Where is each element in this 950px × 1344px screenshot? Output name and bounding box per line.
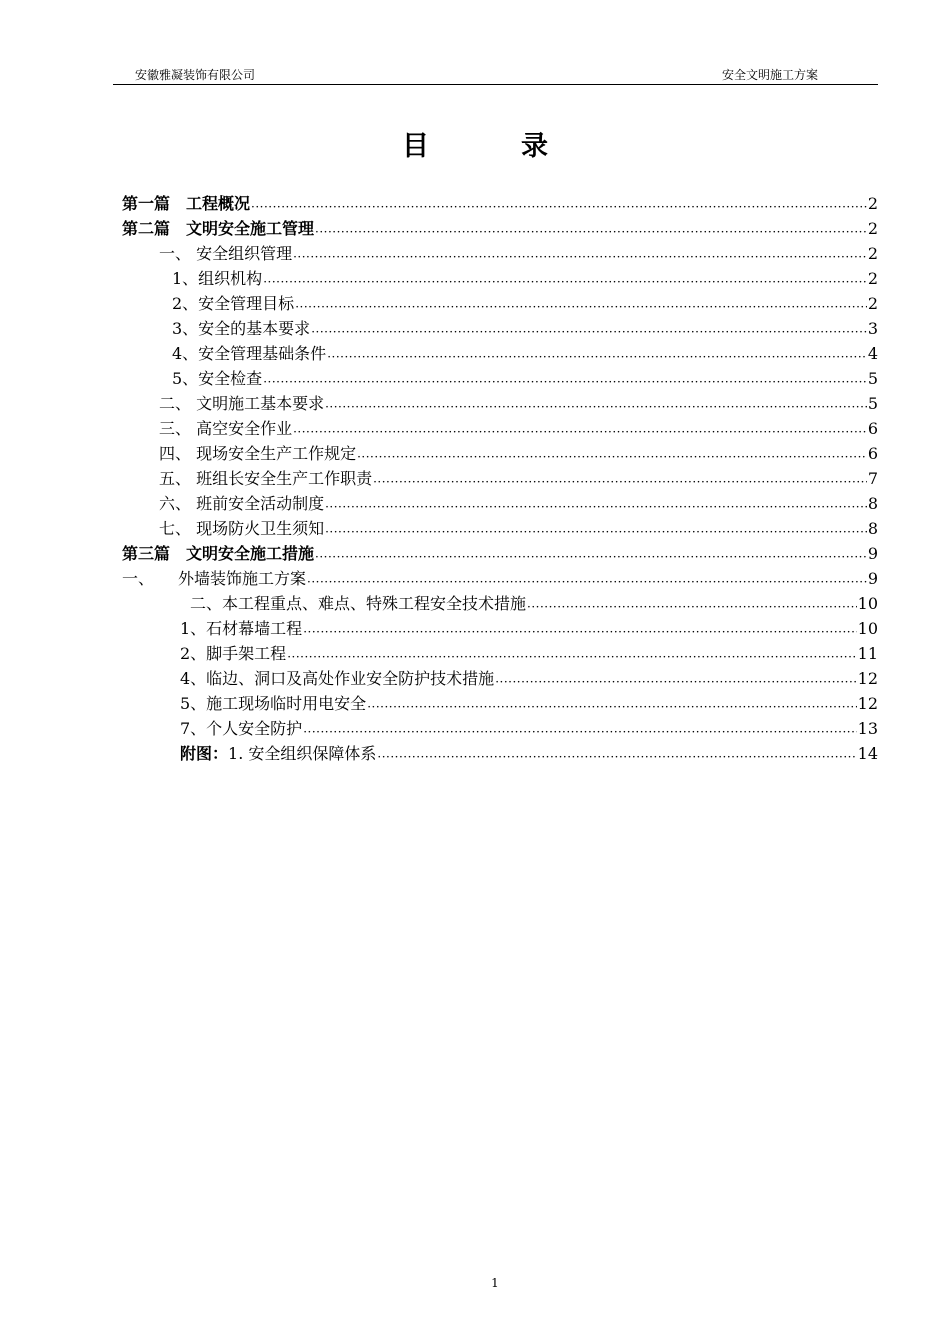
toc-entry[interactable] (190, 589, 878, 614)
toc-entry-page: 11 (857, 644, 878, 663)
toc-entry[interactable] (122, 564, 878, 589)
toc-entry[interactable] (159, 239, 878, 264)
toc-leader-dots (495, 669, 856, 689)
toc-entry-label: 1. 安全组织保障体系 (228, 744, 377, 763)
toc-leader-dots (311, 319, 867, 339)
toc-entry-label: 5、安全检查 (172, 369, 263, 388)
toc-entry-label: 三、 高空安全作业 (159, 419, 293, 438)
toc-entry[interactable] (159, 389, 878, 414)
toc-entry-page: 3 (867, 319, 878, 338)
toc-leader-dots (295, 294, 867, 314)
toc-entry[interactable] (172, 339, 878, 364)
toc-leader-dots (303, 719, 856, 739)
toc-entry-page: 14 (857, 744, 878, 763)
toc-entry[interactable] (159, 489, 878, 514)
toc-entry[interactable] (122, 539, 878, 564)
toc-entry-page: 7 (867, 469, 878, 488)
toc-entry[interactable] (180, 689, 878, 714)
toc-leader-dots (357, 444, 867, 464)
toc-entry[interactable] (180, 739, 878, 764)
toc-leader-dots (293, 419, 867, 439)
toc-leader-dots (325, 519, 867, 539)
toc-title-char-2: 录 (521, 131, 548, 162)
toc-entry[interactable] (180, 639, 878, 664)
toc-entry-page: 5 (867, 394, 878, 413)
toc-leader-dots (367, 694, 856, 714)
toc-entry-page: 2 (867, 294, 878, 313)
toc-leader-dots (303, 619, 856, 639)
header-company: 安徽雅凝装饰有限公司 (135, 68, 256, 82)
toc-entry-page: 2 (867, 194, 878, 213)
toc-entry-page: 13 (857, 719, 878, 738)
toc-entry-page: 9 (867, 569, 878, 588)
toc-entry[interactable] (180, 614, 878, 639)
toc-entry-label: 4、临边、洞口及高处作业安全防护技术措施 (180, 669, 495, 688)
toc-entry-page: 12 (857, 694, 878, 713)
toc-title-char-1: 目 (402, 131, 429, 162)
toc-entry-prefix: 附图： (180, 744, 229, 763)
toc-entry-label: 4、安全管理基础条件 (172, 344, 327, 363)
toc-entry[interactable] (180, 714, 878, 739)
toc-leader-dots (373, 469, 867, 489)
toc-entry[interactable] (122, 214, 878, 239)
toc-entry-label: 7、个人安全防护 (180, 719, 303, 738)
toc-entry-label: 七、 现场防火卫生须知 (159, 519, 325, 538)
toc-entry-label: 1、组织机构 (172, 269, 263, 288)
toc-entry-label: 第一篇 工程概况 (122, 194, 251, 213)
toc-entry-label: 5、施工现场临时用电安全 (180, 694, 367, 713)
toc-entry-label: 四、 现场安全生产工作规定 (159, 444, 357, 463)
toc-entry[interactable] (172, 264, 878, 289)
toc-entry-label: 2、安全管理目标 (172, 294, 295, 313)
toc-title (0, 124, 950, 163)
toc-entry-page: 2 (867, 219, 878, 238)
toc-entry-page: 10 (857, 594, 878, 613)
toc-leader-dots (293, 244, 867, 264)
toc-leader-dots (287, 644, 856, 664)
toc-entry-page: 8 (867, 494, 878, 513)
toc-entry[interactable] (172, 364, 878, 389)
toc-entry[interactable] (159, 514, 878, 539)
toc-entry-label: 3、安全的基本要求 (172, 319, 311, 338)
toc-leader-dots (315, 219, 867, 239)
toc-entry-label: 1、石材幕墙工程 (180, 619, 303, 638)
toc-leader-dots (527, 594, 857, 614)
toc-entry-label: 六、 班前安全活动制度 (159, 494, 325, 513)
toc-entry-page: 12 (857, 669, 878, 688)
toc-entry-page: 6 (867, 419, 878, 438)
toc-entry-page: 2 (867, 244, 878, 263)
toc-entry-page: 2 (867, 269, 878, 288)
toc-entry-label: 2、脚手架工程 (180, 644, 287, 663)
toc-entry-label: 第二篇 文明安全施工管理 (122, 219, 315, 238)
toc-entry-label: 二、本工程重点、难点、特殊工程安全技术措施 (190, 594, 527, 613)
toc-entry[interactable] (172, 314, 878, 339)
toc-leader-dots (327, 344, 867, 364)
toc-entry[interactable] (159, 439, 878, 464)
toc-entry-label: 五、 班组长安全生产工作职责 (159, 469, 373, 488)
toc-entry[interactable] (180, 664, 878, 689)
toc-entry-page: 6 (867, 444, 878, 463)
toc-entry-label: 一、 外墙装饰施工方案 (122, 569, 307, 588)
header-doc-title: 安全文明施工方案 (721, 68, 818, 82)
toc-leader-dots (325, 394, 867, 414)
toc-entry[interactable] (159, 464, 878, 489)
toc-entry-page: 9 (867, 544, 878, 563)
toc-entry-label: 一、 安全组织管理 (159, 244, 293, 263)
toc-entry[interactable] (159, 414, 878, 439)
toc-entry[interactable] (172, 289, 878, 314)
toc-leader-dots (325, 494, 867, 514)
toc-entry-page: 5 (867, 369, 878, 388)
toc-leader-dots (263, 369, 867, 389)
toc-leader-dots (263, 269, 867, 289)
toc-entry-label: 第三篇 文明安全施工措施 (122, 544, 315, 563)
toc-leader-dots (307, 569, 867, 589)
page-header (113, 64, 878, 85)
toc-entry-page: 4 (867, 344, 878, 363)
toc-entry-page: 8 (867, 519, 878, 538)
toc-entry[interactable] (122, 189, 878, 214)
toc-entry-page: 10 (857, 619, 878, 638)
toc-entry-label: 二、 文明施工基本要求 (159, 394, 325, 413)
toc-leader-dots (377, 744, 856, 764)
toc-leader-dots (251, 194, 867, 214)
page-number: 1 (491, 1276, 499, 1290)
toc-leader-dots (315, 544, 867, 564)
